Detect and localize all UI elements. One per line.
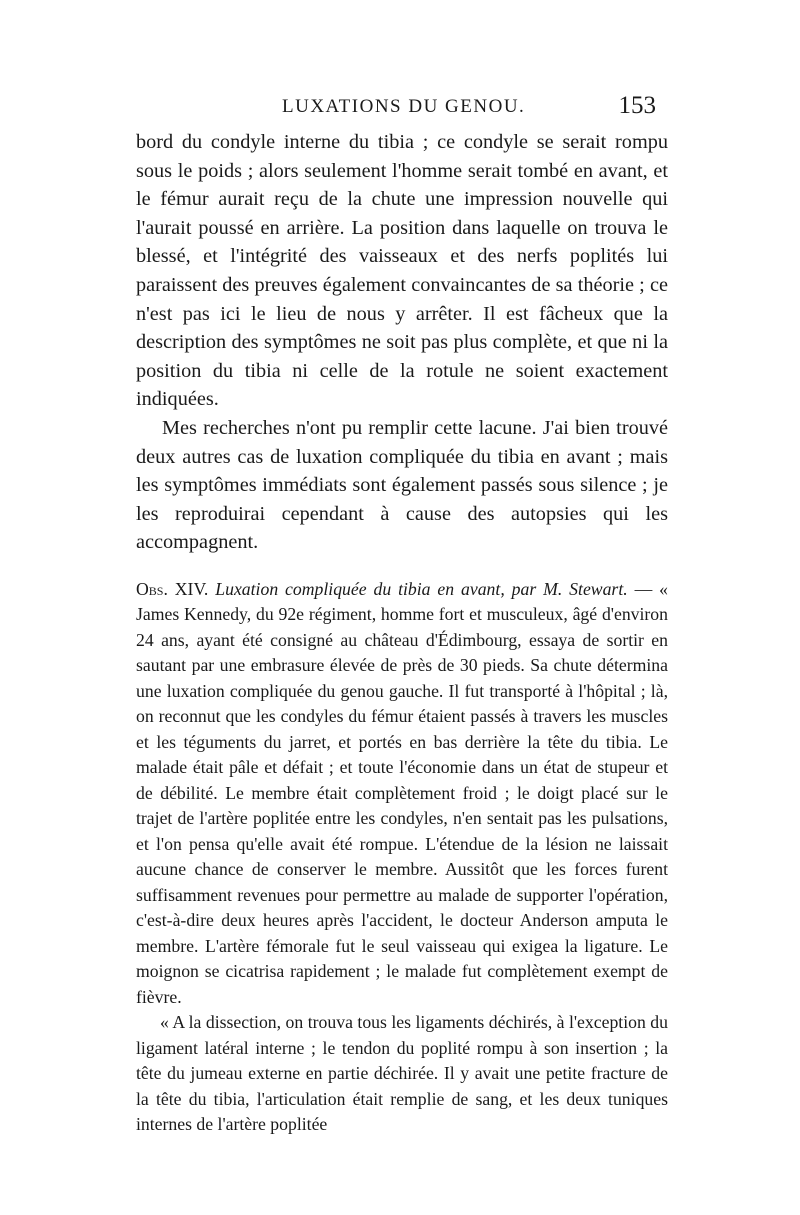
running-head [136, 92, 656, 126]
body-text [136, 128, 668, 1138]
paragraph-continued: bord du condyle interne du tibia ; ce condyle se serait rompu sous le poids ; alors seulement l'homme serait tombé en avant, et le fémur aurait reçu de la chute une impression nouvelle qui l'aurait poussé en arrière. La position dans laquelle on trouva le blessé, et l'intégrité des vaisseaux et des nerfs poplités lui paraissent des preuves également convaincantes de sa théorie ; ce n'est pas ici le lieu de nous y arrêter. Il est fâcheux que la description des symptômes ne soit pas plus complète, et que ni la position du tibia ni celle de la rotule ne soient exactement indiquées. [136, 131, 668, 411]
observation-text: — « James Kennedy, du 92e régiment, homme fort et musculeux, âgé d'environ 24 ans, ayant été consigné au château d'Édimbourg, essaya de sortir en sautant par une embrasure élevée de près de 30 pieds. Sa chute détermina une luxation compliquée du genou gauche. Il fut transporté à l'hôpital ; là, on reconnut que les condyles du fémur étaient passés à travers les muscles et les téguments du jarret, et portés en bas derrière la tête du tibia. Le malade était pâle et défait ; et toute l'économie dans un état de stupeur et de débilité. Le membre était complètement froid ; le doigt placé sur le trajet de l'artère poplitée entre les condyles, n'en sentait pas les pulsations, et l'on pensa qu'elle avait été rompue. L'étendue de la lésion ne laissait aucune chance de conserver le membre. Aussitôt que les forces furent suffisamment revenues pour permettre au malade de supporter l'opération, c'est-à-dire deux heures après l'accident, le docteur Anderson amputa le membre. L'artère fémorale fut le seul vaisseau qui exigea la ligature. Le moignon se cicatrisa rapidement ; le malade fut complètement exempt de fièvre. [136, 578, 668, 1007]
running-title: LUXATIONS DU GENOU. [282, 96, 526, 117]
observation-first-paragraph [136, 577, 668, 1011]
page-number: 153 [618, 92, 656, 119]
observation-number: Obs. XIV. [136, 578, 209, 599]
paragraph-research: Mes recherches n'ont pu remplir cette lacune. J'ai bien trouvé deux autres cas de luxation compliquée du tibia en avant ; mais les symptômes immédiats sont également passés sous silence ; je les reproduirai cependant à cause des autopsies qui les accompagnent. [136, 416, 668, 554]
observation-xiv [136, 577, 668, 1138]
observation-title: Luxation compliquée du tibia en avant, par M. Stewart. [215, 578, 628, 599]
observation-dissection-paragraph: « A la dissection, on trouva tous les ligaments déchirés, à l'exception du ligament latéral interne ; le tendon du poplité rompu à son insertion ; la tête du jumeau externe en partie déchirée. Il y avait une petite fracture de la tête du tibia, l'articulation était remplie de sang, et les deux tuniques internes de l'artère poplitée [136, 1012, 668, 1135]
